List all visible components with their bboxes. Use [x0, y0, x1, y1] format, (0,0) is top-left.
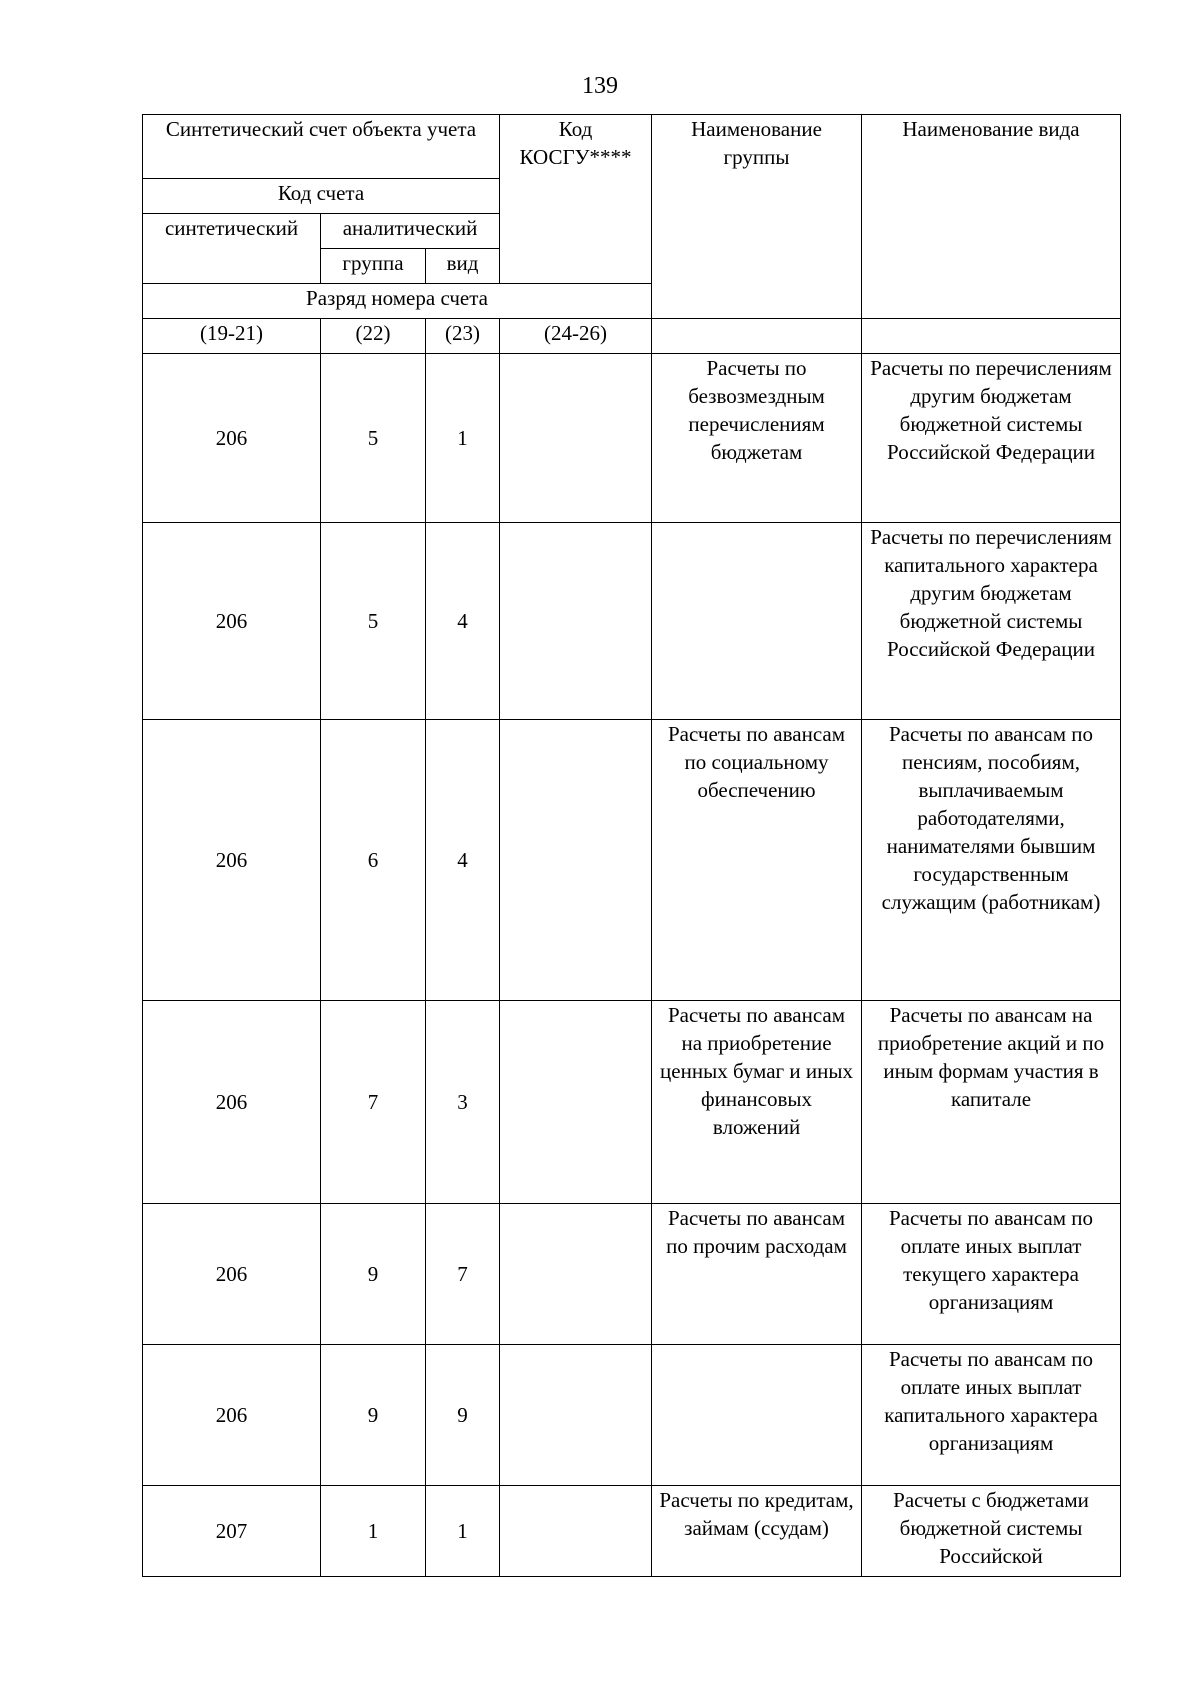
cell-type-name: Расчеты по авансам на приобретение акций и по иным формам участия в капитале: [862, 1001, 1121, 1204]
cell-group-name: Расчеты по авансам по прочим расходам: [652, 1204, 862, 1345]
page-number: 139: [582, 73, 618, 99]
header-type-name: Наименование вида: [862, 115, 1121, 319]
header-analytic: аналитический: [321, 214, 500, 249]
cell-type: 3: [426, 1001, 500, 1204]
table-row: [143, 1001, 1121, 1204]
header-digit-label: Разряд номера счета: [143, 284, 652, 319]
cell-group-name: Расчеты по кредитам, займам (ссудам): [652, 1486, 862, 1577]
cell-type-name: Расчеты по авансам по оплате иных выплат текущего характера организациям: [862, 1204, 1121, 1345]
cell-group: 9: [321, 1345, 426, 1486]
digit-range-empty: [652, 319, 862, 354]
cell-kosgu: [500, 1204, 652, 1345]
cell-kosgu: [500, 354, 652, 523]
cell-type-name: Расчеты по авансам по оплате иных выплат капитального характера организациям: [862, 1345, 1121, 1486]
cell-type: 9: [426, 1345, 500, 1486]
cell-synthetic: 206: [143, 523, 321, 720]
table-row: [143, 523, 1121, 720]
cell-kosgu: [500, 1345, 652, 1486]
header-account-code: Код счета: [143, 179, 500, 214]
cell-group: 5: [321, 354, 426, 523]
table-row: [143, 1345, 1121, 1486]
accounts-table: [142, 114, 1121, 1577]
cell-synthetic: 206: [143, 1345, 321, 1486]
cell-kosgu: [500, 720, 652, 1001]
digit-range: (19-21): [143, 319, 321, 354]
cell-group: 5: [321, 523, 426, 720]
header-synthetic-account: Синтетический счет объекта учета: [143, 115, 500, 179]
cell-group-name: Расчеты по авансам по социальному обеспечению: [652, 720, 862, 1001]
cell-type: 1: [426, 354, 500, 523]
cell-group-name: [652, 1345, 862, 1486]
header-group: группа: [321, 249, 426, 284]
cell-synthetic: 206: [143, 720, 321, 1001]
cell-kosgu: [500, 523, 652, 720]
cell-type: 7: [426, 1204, 500, 1345]
cell-group: 7: [321, 1001, 426, 1204]
digit-range: (23): [426, 319, 500, 354]
cell-group: 6: [321, 720, 426, 1001]
header-group-name: Наименование группы: [652, 115, 862, 319]
cell-group-name: [652, 523, 862, 720]
cell-synthetic: 206: [143, 1204, 321, 1345]
table-row: [143, 1204, 1121, 1345]
cell-synthetic: 206: [143, 354, 321, 523]
cell-group: 1: [321, 1486, 426, 1577]
cell-synthetic: 207: [143, 1486, 321, 1577]
cell-type: 4: [426, 523, 500, 720]
header-type: вид: [426, 249, 500, 284]
digit-range: (24-26): [500, 319, 652, 354]
cell-type: 4: [426, 720, 500, 1001]
header-synthetic: синтетический: [143, 214, 321, 284]
digit-range: (22): [321, 319, 426, 354]
table-row: [143, 1486, 1121, 1577]
cell-group-name: Расчеты по авансам на приобретение ценных бумаг и иных финансовых вложений: [652, 1001, 862, 1204]
cell-synthetic: 206: [143, 1001, 321, 1204]
cell-type-name: Расчеты по перечислениям капитального характера другим бюджетам бюджетной системы Российской Федерации: [862, 523, 1121, 720]
digit-range-empty: [862, 319, 1121, 354]
cell-type-name: Расчеты по перечислениям другим бюджетам бюджетной системы Российской Федерации: [862, 354, 1121, 523]
cell-kosgu: [500, 1001, 652, 1204]
table-row: [143, 720, 1121, 1001]
cell-type-name: Расчеты с бюджетами бюджетной системы Российской: [862, 1486, 1121, 1577]
header-kosgu: Код КОСГУ****: [500, 115, 652, 284]
cell-group: 9: [321, 1204, 426, 1345]
cell-type: 1: [426, 1486, 500, 1577]
cell-group-name: Расчеты по безвозмездным перечислениям бюджетам: [652, 354, 862, 523]
cell-kosgu: [500, 1486, 652, 1577]
cell-type-name: Расчеты по авансам по пенсиям, пособиям, выплачиваемым работодателями, нанимателями бывшим государственным служащим (работникам): [862, 720, 1121, 1001]
table-row: [143, 354, 1121, 523]
